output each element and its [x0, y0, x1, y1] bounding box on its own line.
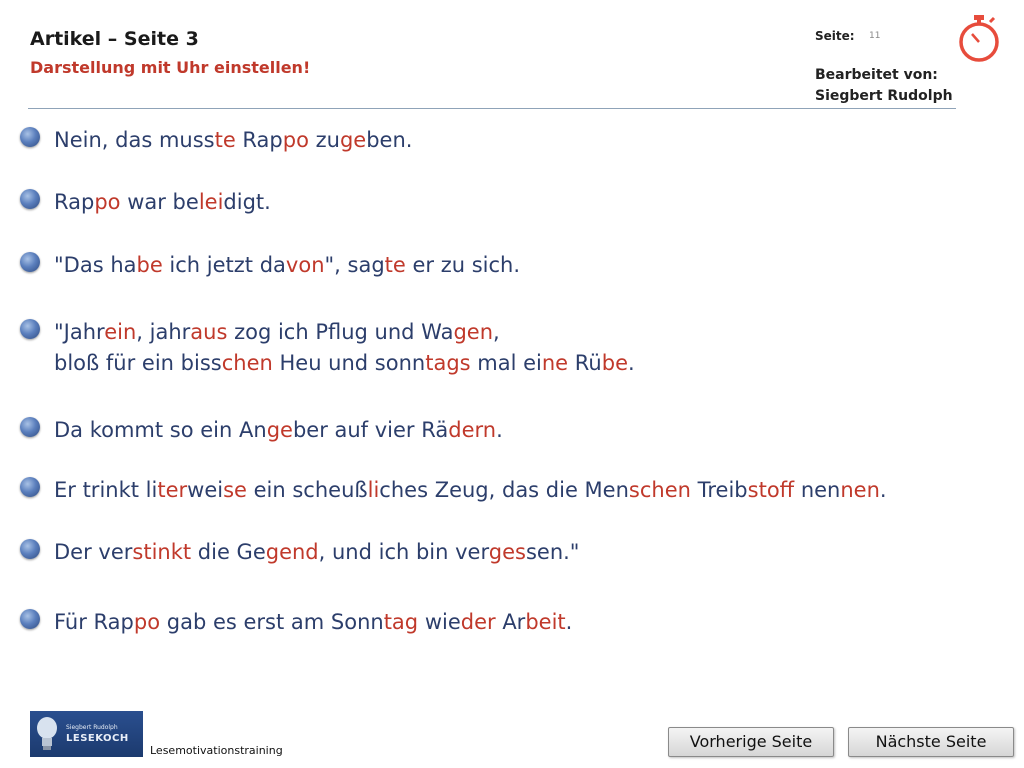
syllable-highlight: po: [94, 190, 121, 214]
lesekoch-logo: [30, 711, 143, 757]
bullet-icon: [20, 539, 40, 559]
syllable-text: Er trinkt li: [54, 478, 158, 502]
syllable-highlight: dern: [448, 418, 497, 442]
bullet-icon: [20, 127, 40, 147]
text-line: [54, 187, 271, 217]
text-line: [54, 415, 503, 445]
syllable-text: Rap: [54, 190, 95, 214]
stopwatch-icon[interactable]: [956, 14, 1002, 64]
syllable-text: gab es erst am Sonn: [160, 610, 384, 634]
page-subtitle: Darstellung mit Uhr einstellen!: [30, 58, 311, 77]
syllable-highlight: be: [136, 253, 163, 277]
syllable-text: Da kommt so ein An: [54, 418, 267, 442]
syllable-text: Rap: [235, 128, 283, 152]
syllable-text: ", sag: [324, 253, 385, 277]
text-line: [54, 475, 887, 505]
syllable-highlight: chen: [221, 351, 273, 375]
syllable-text: Ar: [495, 610, 526, 634]
syllable-text: .: [496, 418, 503, 442]
syllable-highlight: po: [133, 610, 161, 634]
syllable-text: wie: [418, 610, 461, 634]
syllable-highlight: aus: [190, 320, 228, 344]
syllable-text: bloß für ein biss: [54, 351, 222, 375]
syllable-highlight: stinkt: [132, 540, 192, 564]
syllable-highlight: der: [460, 610, 496, 634]
syllable-text: .: [627, 351, 635, 375]
text-line: [54, 348, 635, 378]
logo-author: Siegbert Rudolph: [66, 724, 118, 731]
syllable-highlight: tags: [425, 351, 471, 375]
syllable-text: .: [565, 610, 573, 634]
syllable-text: nen: [794, 478, 841, 502]
bullet-icon: [20, 477, 40, 497]
syllable-highlight: ter: [157, 478, 188, 502]
syllable-highlight: gen: [453, 320, 494, 344]
syllable-text: Nein, das muss: [54, 128, 215, 152]
syllable-text: er zu sich.: [405, 253, 521, 277]
syllable-text: ber auf vier Rä: [292, 418, 449, 442]
syllable-text: zog ich Pflug und Wa: [227, 320, 454, 344]
syllable-highlight: lei: [198, 190, 224, 214]
syllable-highlight: stoff: [747, 478, 795, 502]
text-line: [54, 250, 520, 280]
syllable-text: Heu und sonn: [272, 351, 426, 375]
syllable-text: ,: [493, 320, 500, 344]
syllable-text: Für Rap: [54, 610, 134, 634]
syllable-text: mal ei: [470, 351, 542, 375]
text-line: [54, 607, 572, 637]
syllable-highlight: schen: [628, 478, 691, 502]
bullet-icon: [20, 252, 40, 272]
syllable-text: Treib: [690, 478, 748, 502]
syllable-text: war be: [120, 190, 199, 214]
page-number: 11: [869, 31, 881, 41]
syllable-highlight: ge: [266, 418, 293, 442]
syllable-text: sen.": [525, 540, 580, 564]
editor-name: Siegbert Rudolph: [815, 88, 953, 104]
syllable-highlight: ge: [339, 128, 367, 152]
syllable-text: .: [879, 478, 887, 502]
syllable-highlight: ne: [541, 351, 569, 375]
previous-page-button[interactable]: Vorherige Seite: [668, 727, 834, 757]
syllable-highlight: po: [282, 128, 309, 152]
syllable-text: ein scheuß: [246, 478, 368, 502]
syllable-highlight: se: [223, 478, 247, 502]
syllable-text: Der ver: [54, 540, 133, 564]
syllable-text: "Das ha: [54, 253, 137, 277]
edited-by-label: Bearbeitet von:: [815, 67, 938, 83]
syllable-text: "Jahr: [54, 320, 105, 344]
lightbulb-icon: [34, 715, 60, 753]
syllable-highlight: ein: [104, 320, 137, 344]
syllable-highlight: beit: [525, 610, 566, 634]
bullet-icon: [20, 319, 40, 339]
syllable-text: digt.: [223, 190, 271, 214]
syllable-highlight: nen: [840, 478, 880, 502]
bullet-icon: [20, 189, 40, 209]
syllable-highlight: be: [601, 351, 628, 375]
syllable-highlight: gend: [265, 540, 319, 564]
text-line: [54, 125, 412, 155]
next-page-button[interactable]: Nächste Seite: [848, 727, 1014, 757]
syllable-highlight: von: [285, 253, 325, 277]
bullet-icon: [20, 417, 40, 437]
page-title: Artikel – Seite 3: [30, 28, 199, 50]
syllable-highlight: li: [367, 478, 380, 502]
text-line: [54, 317, 500, 347]
logo-brand: LESEKOCH: [66, 733, 129, 744]
text-line: [54, 537, 579, 567]
header-divider: [28, 108, 956, 109]
syllable-highlight: ges: [488, 540, 526, 564]
syllable-text: wei: [187, 478, 224, 502]
syllable-text: die Ge: [191, 540, 266, 564]
syllable-highlight: te: [384, 253, 406, 277]
syllable-highlight: tag: [383, 610, 419, 634]
syllable-highlight: te: [214, 128, 236, 152]
syllable-text: ich jetzt da: [162, 253, 286, 277]
syllable-text: ben.: [366, 128, 413, 152]
bullet-icon: [20, 609, 40, 629]
syllable-text: Rü: [568, 351, 602, 375]
syllable-text: ches Zeug, das die Men: [379, 478, 629, 502]
footer-label: Lesemotivationstraining: [150, 744, 283, 757]
page-label: Seite:: [815, 29, 855, 43]
syllable-text: zu: [308, 128, 340, 152]
syllable-text: , und ich bin ver: [318, 540, 489, 564]
syllable-text: , jahr: [136, 320, 191, 344]
